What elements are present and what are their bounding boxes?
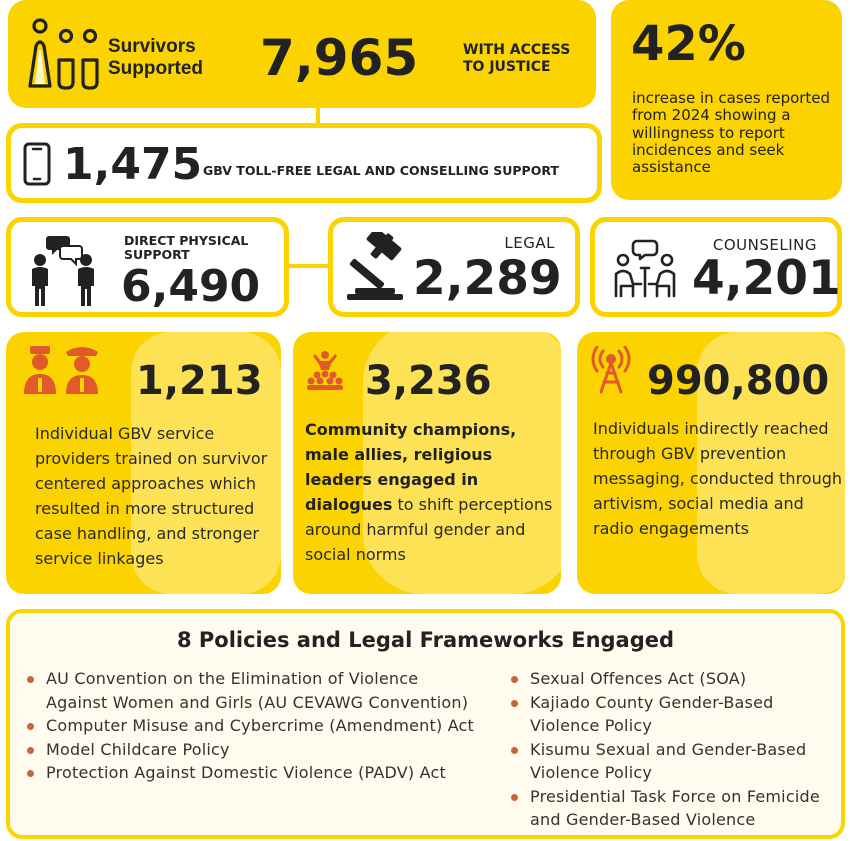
legal-label: LEGAL xyxy=(504,234,555,252)
counseling-card xyxy=(590,217,842,317)
policy-item: Kisumu Sexual and Gender-Based Violence Policy xyxy=(508,738,838,785)
hotline-card xyxy=(6,123,602,203)
policy-item: Kajiado County Gender-Based Violence Policy xyxy=(508,691,838,738)
policy-item: Presidential Task Force on Femicide and Gender-Based Violence xyxy=(508,785,838,832)
community-gathering-icon xyxy=(305,350,345,390)
policy-item: AU Convention on the Elimination of Violence Against Women and Girls (AU CEVAWG Convention) xyxy=(24,667,484,714)
community-text xyxy=(305,417,555,567)
physical-label: DIRECT PHYSICAL SUPPORT xyxy=(124,233,249,262)
community-card xyxy=(293,332,561,594)
people-group-icon xyxy=(26,16,106,92)
counseling-label: COUNSELING xyxy=(712,236,817,254)
counseling-value: 4,201 xyxy=(692,251,841,306)
reach-value: 990,800 xyxy=(647,358,830,404)
gavel-icon xyxy=(341,232,415,302)
policy-item: Computer Misuse and Cybercrime (Amendment) Act xyxy=(24,714,484,738)
policies-list-left xyxy=(24,667,484,785)
row3-connector xyxy=(285,264,333,268)
policies-panel xyxy=(6,609,845,839)
hotline-value: 1,475 xyxy=(63,139,203,190)
providers-text: Individual GBV service providers trained on survivor centered approaches which resulted in more structured case handling, and stronger service linkages xyxy=(35,424,268,568)
providers-value: 1,213 xyxy=(136,358,263,404)
increase-card xyxy=(611,0,842,200)
community-text-rest: to shift perceptions around harmful gender and social norms xyxy=(305,495,553,564)
survivors-label: Survivors Supported xyxy=(108,36,203,79)
providers-card xyxy=(6,332,281,594)
policy-item: Model Childcare Policy xyxy=(24,738,484,762)
reach-card xyxy=(577,332,845,594)
policies-title: 8 Policies and Legal Frameworks Engaged xyxy=(176,628,675,652)
increase-value: 42% xyxy=(631,16,746,72)
counseling-session-icon xyxy=(611,238,679,302)
legal-card xyxy=(328,217,580,317)
community-text-bold: Community champions, male allies, religious leaders engaged in dialogues xyxy=(305,420,517,514)
phone-icon xyxy=(23,142,51,186)
physical-value: 6,490 xyxy=(121,261,261,312)
increase-text: increase in cases reported from 2024 showing a willingness to report incidences and seek assistance xyxy=(632,89,831,177)
physical-support-card xyxy=(6,217,289,317)
survivors-note: WITH ACCESS TO JUSTICE xyxy=(463,42,571,75)
policy-item: Sexual Offences Act (SOA) xyxy=(508,667,838,691)
survivors-value: 7,965 xyxy=(260,29,419,87)
survivors-card xyxy=(8,0,596,108)
policies-list-right xyxy=(508,667,838,832)
hotline-label: GBV TOLL-FREE LEGAL AND CONSELLING SUPPORT xyxy=(203,163,559,178)
community-value: 3,236 xyxy=(365,358,492,404)
policy-item: Protection Against Domestic Violence (PADV) Act xyxy=(24,761,484,785)
two-people-talking-icon xyxy=(23,234,103,308)
legal-value: 2,289 xyxy=(413,251,562,306)
radio-tower-icon xyxy=(591,346,631,394)
service-providers-icon xyxy=(20,344,110,396)
reach-text: Individuals indirectly reached through GBV prevention messaging, conducted through artivism, social media and radio engagements xyxy=(593,419,843,538)
